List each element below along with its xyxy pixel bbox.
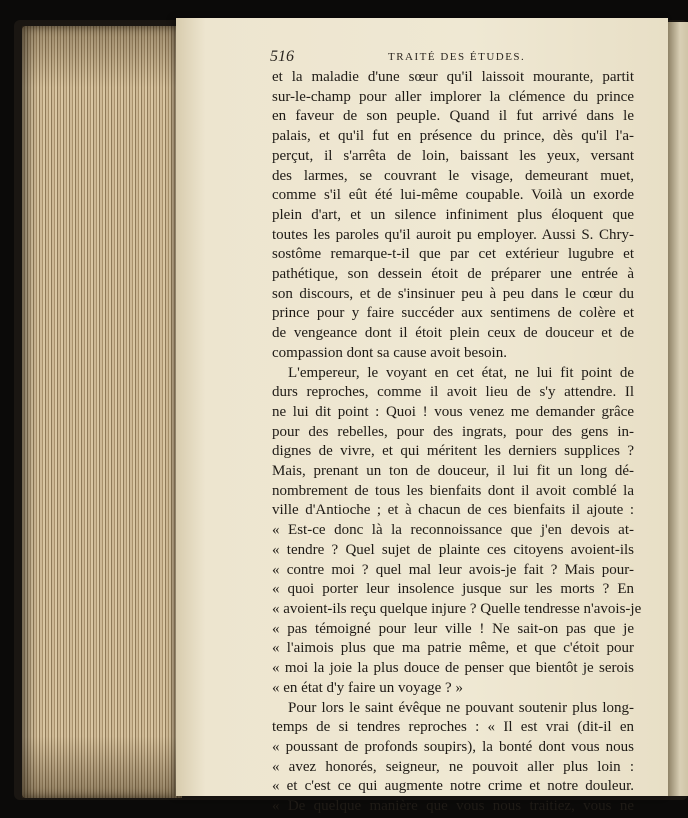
text-line: « l'aimois plus que ma patrie même, et que c'étoit pour — [272, 640, 634, 657]
text-line: toutes les paroles qu'il auroit pu employer. Aussi S. Chry- — [272, 226, 634, 243]
text-line: en faveur de son peuple. Quand il fut arrivé dans le — [272, 108, 634, 125]
text-line: « avoient-ils reçu quelque injure ? Quelle tendresse n'avois-je — [272, 600, 642, 617]
running-title: TRAITÉ DES ÉTUDES. — [388, 51, 526, 63]
text-line: « pas témoigné pour leur ville ! Ne sait-on pas que je — [272, 620, 634, 637]
text-line: prince pour y faire succéder aux sentimens de colère et — [272, 305, 634, 322]
text-line: « De quelque manière que vous nous traitiez, vous ne — [272, 798, 634, 815]
facing-page-edge — [668, 22, 688, 796]
page-number: 516 — [270, 48, 294, 65]
text-line: « Est-ce donc là la reconnoissance que j'en devois at- — [272, 522, 634, 539]
text-line: « contre moi ? quel mal leur avois-je fait ? Mais pour- — [272, 561, 634, 578]
text-line: « poussant de profonds soupirs), la bonté dont vous nous — [272, 738, 634, 755]
text-line: et la maladie d'une sœur qu'il laissoit mourante, partit — [272, 69, 634, 85]
text-line: sur-le-champ pour aller implorer la clémence du prince — [272, 88, 634, 105]
text-line: « moi la joie la plus douce de penser que bientôt je serois — [272, 660, 634, 677]
text-line: comme s'il eût été lui-même coupable. Voilà un exorde — [272, 187, 634, 204]
text-line: « quoi porter leur insolence jusque sur les morts ? En — [272, 581, 634, 598]
text-line: Mais, prenant un ton de douceur, il lui fit un long dé- — [272, 463, 634, 480]
text-line: « tendre ? Quel sujet de plainte ces citoyens avoient-ils — [272, 541, 634, 558]
text-line: son discours, et de s'insinuer peu à peu dans le cœur du — [272, 285, 634, 302]
text-line: ne lui dit point : Quoi ! vous venez me demander grâce — [272, 403, 634, 420]
text-line: « et c'est ce qui augmente notre crime et notre douleur. — [272, 778, 634, 795]
text-line: « avez honorés, seigneur, ne pouvoit aller plus loin : — [272, 758, 634, 775]
page-edges — [22, 26, 182, 798]
text-line: plein d'art, et un silence infiniment plus éloquent que — [272, 206, 634, 223]
body-text — [272, 68, 642, 817]
text-line: Pour lors le saint évêque ne pouvant soutenir plus long- — [288, 699, 634, 716]
text-line: perçut, il s'arrêta de loin, baissant les yeux, versant — [272, 147, 634, 164]
text-line: sostôme remarque-t-il que par cet extérieur lugubre et — [272, 246, 634, 263]
page-header — [270, 48, 648, 68]
text-line: durs reproches, comme il avoit lieu de s'y attendre. Il — [272, 384, 634, 401]
text-line: nombrement de tous les bienfaits dont il avoit comblé la — [272, 482, 634, 499]
text-line: dignes de vivre, et qui méritent les derniers supplices ? — [272, 443, 634, 460]
text-line: des larmes, se couvrant le visage, demeurant muet, — [272, 167, 634, 184]
text-line: palais, et qu'il fut en présence du prince, dès qu'il l'a- — [272, 128, 634, 145]
text-line: pour des rebelles, pour des ingrats, pour des gens in- — [272, 423, 634, 440]
text-line: compassion dont sa cause avoit besoin. — [272, 344, 507, 361]
text-line: L'empereur, le voyant en cet état, ne lui fit point de — [288, 364, 634, 381]
text-line: pathétique, son dessein étoit de préparer une entrée à — [272, 266, 634, 283]
text-line: de vengeance dont il étoit plein ceux de douceur et de — [272, 325, 634, 342]
text-line: temps de si tendres reproches : « Il est vrai (dit-il en — [272, 719, 634, 736]
text-line: ville d'Antioche ; et à chacun de ces bienfaits il ajoute : — [272, 502, 634, 519]
text-line: « en état d'y faire un voyage ? » — [272, 679, 463, 696]
